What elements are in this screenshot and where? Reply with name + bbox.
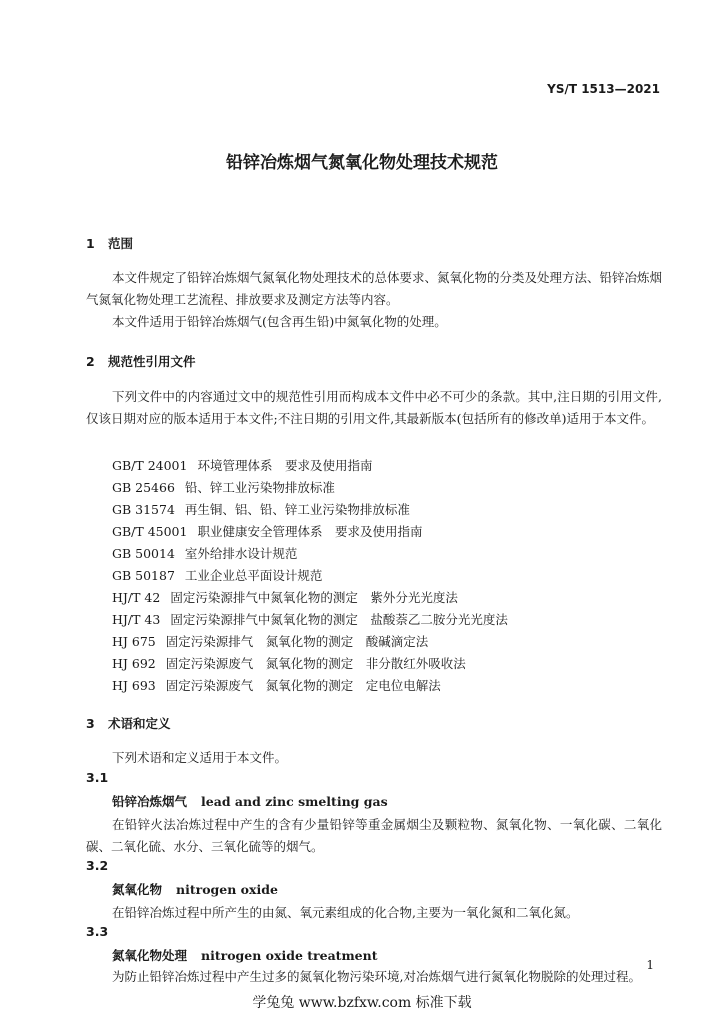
reference-item	[112, 632, 428, 650]
reference-item	[112, 676, 441, 694]
reference-code: HJ/T 42	[112, 590, 161, 605]
term-heading	[112, 946, 378, 964]
reference-code: GB/T 24001	[112, 458, 188, 473]
section-title: 规范性引用文件	[108, 354, 196, 369]
reference-title: 铅、锌工业污染物排放标准	[184, 480, 335, 495]
paragraph: 本文件适用于铅锌冶炼烟气(包含再生铅)中氮氧化物的处理。	[112, 314, 447, 329]
term-zh: 氮氧化物处理	[112, 948, 188, 963]
reference-title: 环境管理体系 要求及使用指南	[197, 458, 373, 473]
term-zh: 铅锌冶炼烟气	[112, 794, 188, 809]
term-number: 3.2	[86, 858, 109, 873]
term-definition: 在铅锌冶炼过程中所产生的由氮、氧元素组成的化合物,主要为一氧化氮和二氧化氮。	[112, 905, 579, 920]
section-number: 2	[86, 354, 95, 369]
section-3-heading	[86, 714, 171, 732]
reference-title: 室外给排水设计规范	[184, 546, 298, 561]
paragraph: 下列文件中的内容通过文中的规范性引用而构成本文件中必不可少的条款。其中,注日期的引用文件,仅该日期对应的版本适用于本文件;不注日期的引用文件,其最新版本(包括所有的修改单)适用于本文件。	[86, 389, 662, 426]
reference-code: HJ 675	[112, 634, 156, 649]
term-heading	[112, 792, 388, 810]
reference-item	[112, 522, 422, 540]
term-heading	[112, 880, 278, 898]
term-definition: 在铅锌火法冶炼过程中产生的含有少量铅锌等重金属烟尘及颗粒物、氮氧化物、一氧化碳、二氧化碳、二氧化硫、水分、三氧化硫等的烟气。	[86, 817, 662, 854]
reference-item	[112, 500, 410, 518]
reference-item	[112, 654, 466, 672]
section-2-heading	[86, 352, 196, 370]
document-title: 铅锌冶炼烟气氮氧化物处理技术规范	[226, 153, 498, 173]
reference-code: GB 50014	[112, 546, 175, 561]
reference-code: GB 50187	[112, 568, 175, 583]
paragraph: 本文件规定了铅锌冶炼烟气氮氧化物处理技术的总体要求、氮氧化物的分类及处理方法、铅锌冶炼烟气氮氧化物处理工艺流程、排放要求及测定方法等内容。	[86, 270, 663, 307]
term-number: 3.1	[86, 770, 109, 785]
paragraph: 下列术语和定义适用于本文件。	[112, 750, 288, 765]
term-en: nitrogen oxide	[176, 882, 278, 897]
reference-item	[112, 478, 335, 496]
reference-code: HJ 693	[112, 678, 156, 693]
section-1-heading	[86, 234, 133, 252]
reference-title: 固定污染源废气 氮氧化物的测定 非分散红外吸收法	[165, 656, 466, 671]
term-definition: 为防止铅锌冶炼过程中产生过多的氮氧化物污染环境,对冶炼烟气进行氮氧化物脱除的处理过程。	[112, 969, 641, 984]
reference-item	[112, 456, 372, 474]
reference-title: 工业企业总平面设计规范	[184, 568, 323, 583]
section-number: 3	[86, 716, 95, 731]
reference-title: 固定污染源排气中氮氧化物的测定 紫外分光光度法	[170, 590, 458, 605]
reference-code: GB/T 45001	[112, 524, 188, 539]
section-title: 术语和定义	[108, 716, 171, 731]
footer-watermark: 学兔兔 www.bzfxw.com 标准下载	[252, 995, 472, 1011]
reference-item	[112, 544, 297, 562]
reference-title: 固定污染源排气 氮氧化物的测定 酸碱滴定法	[165, 634, 429, 649]
reference-title: 固定污染源废气 氮氧化物的测定 定电位电解法	[165, 678, 441, 693]
term-en: nitrogen oxide treatment	[201, 948, 378, 963]
reference-title: 固定污染源排气中氮氧化物的测定 盐酸萘乙二胺分光光度法	[170, 612, 508, 627]
reference-code: GB 25466	[112, 480, 175, 495]
reference-code: HJ 692	[112, 656, 156, 671]
term-zh: 氮氧化物	[112, 882, 163, 897]
reference-title: 再生铜、铝、铅、锌工业污染物排放标准	[184, 502, 410, 517]
standard-code: YS/T 1513—2021	[547, 82, 660, 96]
reference-title: 职业健康安全管理体系 要求及使用指南	[197, 524, 423, 539]
term-number: 3.3	[86, 924, 109, 939]
section-title: 范围	[108, 236, 134, 251]
reference-item	[112, 588, 458, 606]
reference-code: GB 31574	[112, 502, 175, 517]
reference-item	[112, 610, 508, 628]
page-number: 1	[646, 958, 654, 972]
section-number: 1	[86, 236, 95, 251]
reference-code: HJ/T 43	[112, 612, 161, 627]
term-en: lead and zinc smelting gas	[201, 794, 388, 809]
reference-item	[112, 566, 322, 584]
